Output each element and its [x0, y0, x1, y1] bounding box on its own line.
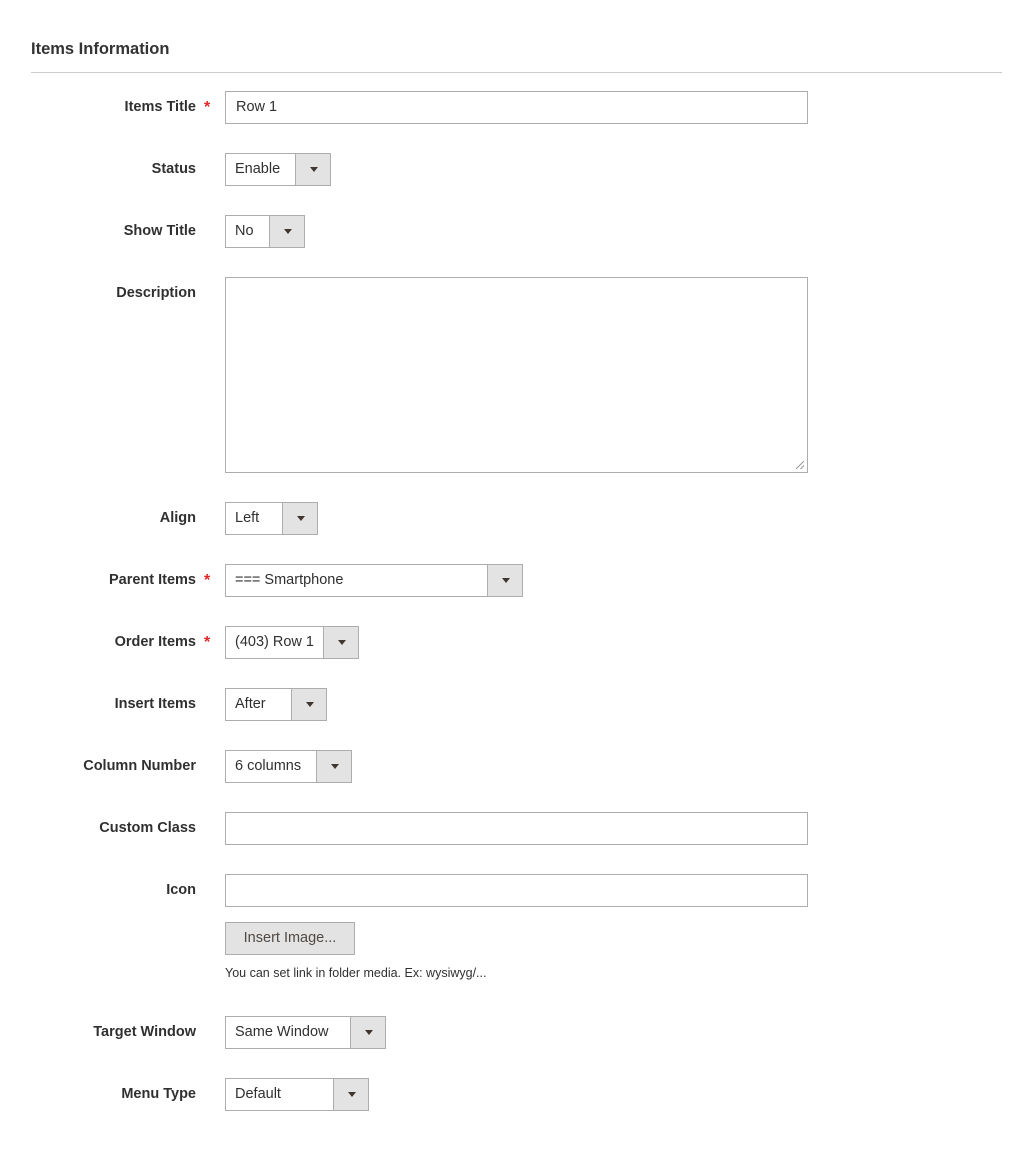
- parent-items-select[interactable]: [225, 564, 523, 597]
- status-select-value: Enable: [235, 161, 281, 177]
- column-number-select-value: 6 columns: [235, 758, 302, 774]
- chevron-down-icon[interactable]: [282, 503, 317, 534]
- chevron-down-icon[interactable]: [323, 627, 358, 658]
- order-items-label: Order Items: [114, 634, 196, 650]
- icon-label: Icon: [166, 882, 196, 898]
- show-title-select[interactable]: [225, 215, 305, 248]
- insert-items-select-value: After: [235, 696, 266, 712]
- menu-type-label: Menu Type: [121, 1086, 196, 1102]
- column-number-label: Column Number: [83, 758, 196, 774]
- show-title-select-value: No: [235, 223, 254, 239]
- parent-items-label: Parent Items: [108, 572, 196, 588]
- description-label: Description: [116, 285, 196, 301]
- section-title: Items Information: [31, 40, 170, 58]
- align-select[interactable]: [225, 502, 318, 535]
- chevron-down-icon[interactable]: [316, 751, 351, 782]
- align-label: Align: [159, 510, 196, 526]
- custom-class-input[interactable]: [225, 812, 808, 845]
- items-title-label: Items Title: [124, 99, 196, 115]
- required-marker: *: [204, 634, 211, 651]
- required-marker: *: [204, 572, 211, 589]
- icon-note: You can set link in folder media. Ex: wysiwyg/...: [225, 966, 487, 980]
- align-select-value: Left: [235, 510, 260, 526]
- chevron-down-icon[interactable]: [333, 1079, 368, 1110]
- custom-class-label: Custom Class: [99, 820, 196, 836]
- insert-items-label: Insert Items: [114, 696, 196, 712]
- menu-type-select[interactable]: [225, 1078, 369, 1111]
- show-title-label: Show Title: [123, 223, 196, 239]
- parent-items-select-value: === Smartphone: [235, 572, 344, 588]
- menu-type-select-value: Default: [235, 1086, 281, 1102]
- description-textarea[interactable]: [225, 277, 808, 473]
- items-title-input[interactable]: Row 1: [225, 91, 808, 124]
- section-divider: [31, 72, 1002, 73]
- target-window-select-value: Same Window: [235, 1024, 329, 1040]
- status-select[interactable]: [225, 153, 331, 186]
- icon-input[interactable]: [225, 874, 808, 907]
- chevron-down-icon[interactable]: [269, 216, 304, 247]
- resize-grip-icon[interactable]: [796, 461, 804, 469]
- column-number-select[interactable]: [225, 750, 352, 783]
- chevron-down-icon[interactable]: [291, 689, 326, 720]
- status-label: Status: [151, 161, 196, 177]
- chevron-down-icon[interactable]: [350, 1017, 385, 1048]
- insert-items-select[interactable]: [225, 688, 327, 721]
- order-items-select-value: (403) Row 1: [235, 634, 314, 650]
- insert-image-button[interactable]: Insert Image...: [225, 922, 355, 955]
- required-marker: *: [204, 99, 211, 116]
- order-items-select[interactable]: [225, 626, 359, 659]
- target-window-label: Target Window: [93, 1024, 196, 1040]
- target-window-select[interactable]: [225, 1016, 386, 1049]
- chevron-down-icon[interactable]: [295, 154, 330, 185]
- chevron-down-icon[interactable]: [487, 565, 522, 596]
